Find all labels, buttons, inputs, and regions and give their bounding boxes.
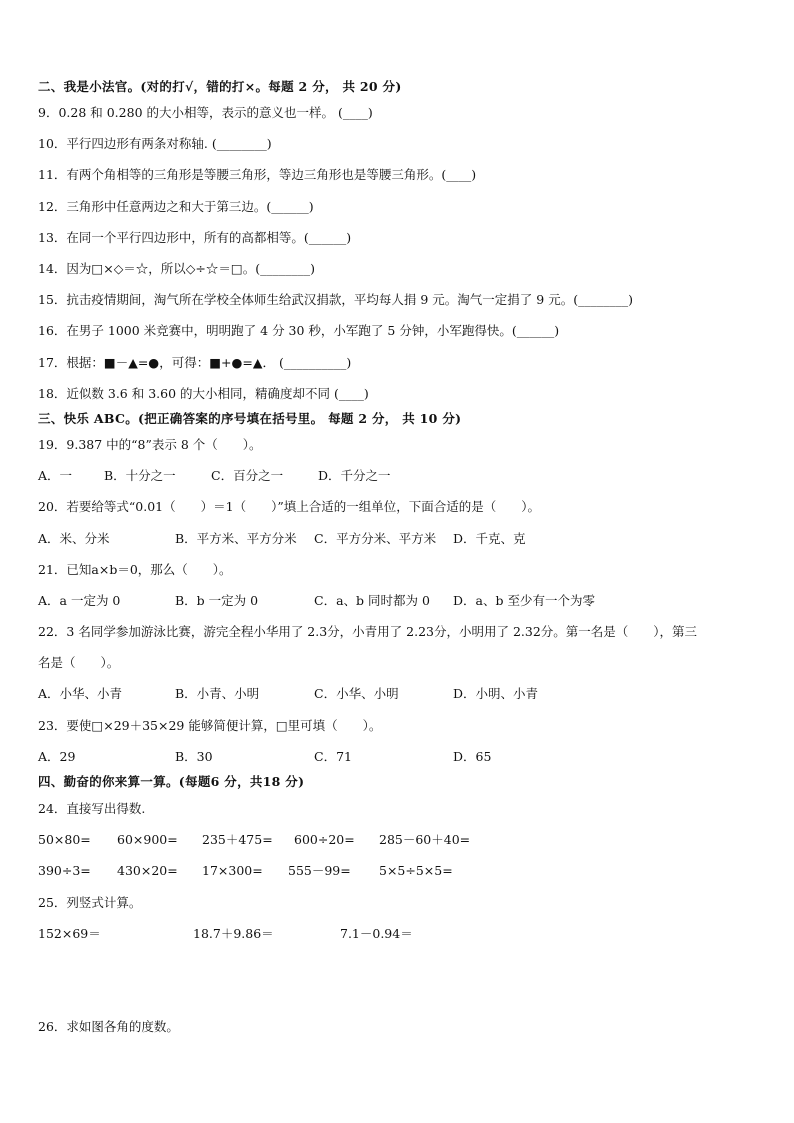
question-25: 25．列竖式计算。 (38, 895, 142, 910)
section2-heading: 二、我是小法官。(对的打√，错的打×。每题 2 分， 共 20 分) (38, 79, 402, 94)
question-22-options (38, 686, 758, 702)
question-21-options (38, 593, 758, 609)
option-d: D．a、b 至少有一个为零 (453, 593, 595, 608)
calc-row-2 (38, 863, 758, 879)
calc-item: 152×69＝ (38, 926, 101, 941)
option-a: A．29 (38, 749, 76, 764)
option-d: D．小明、小青 (453, 686, 539, 701)
section4-heading: 四、勤奋的你来算一算。(每题6 分，共18 分) (38, 774, 305, 789)
calc-item: 390÷3= (38, 863, 91, 878)
question-16: 16．在男子 1000 米竞赛中，明明跑了 4 分 30 秒，小军跑了 5 分钟，小军跑得快。(______) (38, 323, 560, 338)
option-a: A．a 一定为 0 (38, 593, 121, 608)
option-d: D．千克、克 (453, 531, 526, 546)
calc-item: 60×900= (117, 832, 178, 847)
calc-item: 555－99= (288, 863, 351, 878)
option-c: C．71 (314, 749, 352, 764)
calc-item: 18.7＋9.86＝ (193, 926, 274, 941)
question-23-options (38, 749, 758, 765)
calc-row-1 (38, 832, 758, 848)
question-20: 20．若要给等式“0.01（ ）＝1（ ）”填上合适的一组单位，下面合适的是（ ）。 (38, 499, 540, 514)
question-18: 18．近似数 3.6 和 3.60 的大小相同，精确度却不同 (____) (38, 386, 369, 401)
question-10: 10．平行四边形有两条对称轴. (________) (38, 136, 272, 151)
question-21: 21．已知a×b＝0，那么（ ）。 (38, 562, 232, 577)
question-9: 9．0.28 和 0.280 的大小相等，表示的意义也一样。 (____) (38, 105, 373, 120)
question-12: 12．三角形中任意两边之和大于第三边。(______) (38, 199, 314, 214)
calc-item: 7.1－0.94＝ (340, 926, 413, 941)
question-14: 14．因为□×◇＝☆，所以◇÷☆＝□。(________) (38, 261, 315, 276)
option-a: A．一 (38, 468, 73, 483)
section3-heading: 三、快乐 ABC。(把正确答案的序号填在括号里。 每题 2 分， 共 10 分) (38, 411, 462, 426)
question-15: 15．抗击疫情期间，淘气所在学校全体师生给武汉捐款，平均每人捐 9 元。淘气一定捐了 9 元。(________) (38, 292, 633, 307)
question-26: 26．求如图各角的度数。 (38, 1019, 179, 1034)
question-22-line1: 22．3 名同学参加游泳比赛，游完全程小华用了 2.3分，小青用了 2.23分，小明用了 2.32分。第一名是（ ），第三 (38, 624, 698, 639)
calc-item: 5×5÷5×5= (379, 863, 453, 878)
option-c: C．平方分米、平方米 (314, 531, 437, 546)
option-c: C．小华、小明 (314, 686, 399, 701)
option-d: D．千分之一 (318, 468, 391, 483)
option-b: B．十分之一 (104, 468, 176, 483)
question-19-options (38, 468, 758, 484)
calc-item: 600÷20= (294, 832, 355, 847)
calc-item: 235＋475= (202, 832, 273, 847)
question-17: 17．根据：■－▲=●，可得：■+●=▲． (__________) (38, 355, 352, 370)
option-b: B．30 (175, 749, 213, 764)
question-24: 24．直接写出得数. (38, 801, 146, 816)
option-d: D．65 (453, 749, 492, 764)
question-20-options (38, 531, 758, 547)
question-19: 19．9.387 中的“8”表示 8 个（ ）。 (38, 437, 262, 452)
option-b: B．小青、小明 (175, 686, 260, 701)
option-c: C．a、b 同时都为 0 (314, 593, 430, 608)
question-13: 13．在同一个平行四边形中，所有的高都相等。(______) (38, 230, 352, 245)
question-11: 11．有两个角相等的三角形是等腰三角形，等边三角形也是等腰三角形。(____) (38, 167, 477, 182)
option-b: B．b 一定为 0 (175, 593, 259, 608)
option-a: A．小华、小青 (38, 686, 123, 701)
question-23: 23．要使□×29＋35×29 能够简便计算，□里可填（ ）。 (38, 718, 382, 733)
calc-item: 17×300= (202, 863, 263, 878)
calc-item: 50×80= (38, 832, 91, 847)
calc-item: 430×20= (117, 863, 178, 878)
vertical-calc-row (38, 926, 758, 942)
option-b: B．平方米、平方分米 (175, 531, 297, 546)
option-c: C．百分之一 (211, 468, 284, 483)
option-a: A．米、分米 (38, 531, 110, 546)
calc-item: 285－60＋40= (379, 832, 471, 847)
question-22-line2: 名是（ ）。 (38, 655, 120, 670)
